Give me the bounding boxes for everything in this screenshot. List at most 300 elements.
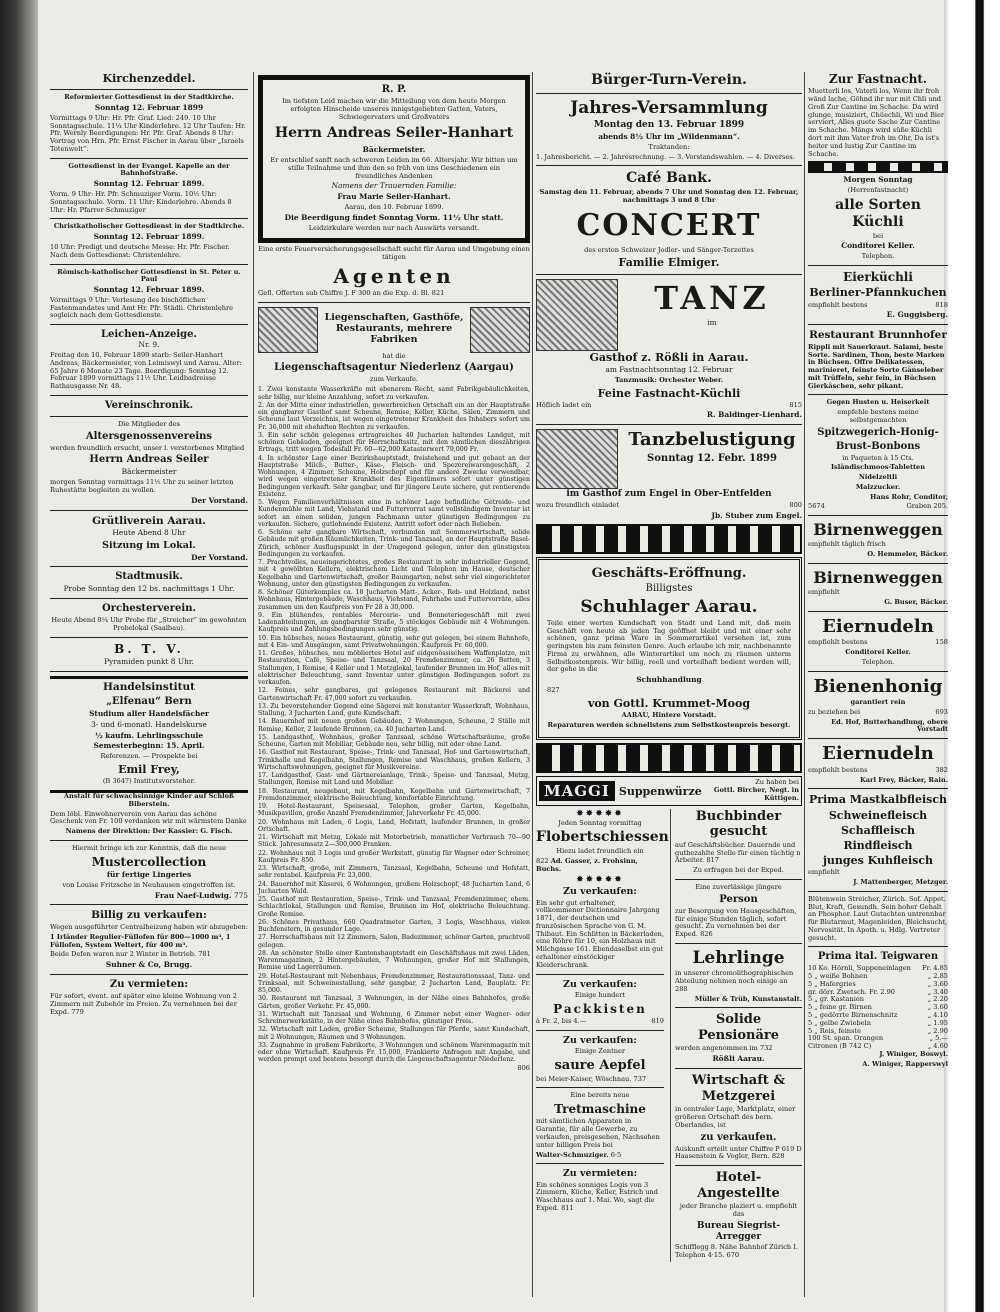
- kirchenzeddel-title: Kirchenzeddel.: [102, 72, 196, 85]
- teig-item-name: 5 „ Reis, feinste: [808, 1026, 861, 1035]
- teig-item-price: „ 2.85: [927, 972, 948, 981]
- death-notice-text-2: Er entschlief sanft nach schweren Leiden im 66. Altersjahr. Wir bitten um stille Teilnahme und ihm den so früh von uns Geschiedenen ein freundliches Andenken: [270, 155, 518, 180]
- death-notice-date: Aarau, den 10. Februar 1899.: [344, 203, 444, 212]
- decorative-border: [536, 524, 802, 554]
- morgen-sub: (Herrenfastnacht): [847, 186, 909, 195]
- birnen1-text: empfiehlt täglich frisch: [808, 540, 886, 549]
- scan-page-edge: [944, 0, 1000, 1312]
- romkath-heading: Römisch-katholischer Gottesdienst in St. Peter u. Paul: [57, 267, 241, 284]
- nidel-title: Nidelzeltli: [858, 473, 898, 482]
- kuechli-telephone: Telephon.: [861, 252, 895, 261]
- berliner-signature: E. Guggisberg.: [886, 310, 948, 320]
- verk1-title: Zu verkaufen:: [563, 886, 637, 898]
- death-notice-note: Leidzirkulare werden nur nach Auswärts versandt.: [308, 223, 480, 232]
- muster-sub: für fertige Lingeries: [106, 869, 192, 879]
- teig-title: Prima ital. Teigwaren: [817, 951, 939, 963]
- eiern1-number: 158: [935, 638, 948, 647]
- buch-number: 817: [706, 856, 719, 865]
- liegen-item: 8. Schöner Güterkomplex ca. 18 Jucharten Matt-, Acker-, Reb- und Holzland, nebst Wohnhaus, Hintergebäude, Waschhaus, Viehstand, Fahrhabe und Futtervorräte, alles zusammen um den Kaufpreis von Fr 28 à 30,000.: [258, 589, 530, 611]
- jahres-title: Jahres-Versammlung: [570, 97, 768, 118]
- teig-item-name: 5 „ gelbe Zwiebeln: [808, 1018, 871, 1027]
- ornament-row: ✸✸✸✸✸: [576, 808, 624, 819]
- liegen-item: 14. Bauernhof mit neuen großen Gebäuden, 2 Wohnungen, Scheune, 2 Ställe mit Remise, Keller, 2 laufende Brunnen, ca. 40 Jucharten Land.: [258, 718, 530, 733]
- liegen-item: 13. Zu bevorstehender Gegend eine Sägerei mit konstanter Wasserkraft, Wohnhaus, Stallung, 3 Jucharten Land, gute Kundschaft.: [258, 702, 530, 717]
- morgen-title: Morgen Sonntag: [843, 175, 913, 185]
- hotel-text: jeder Branche plaziert u. empfiehlt das: [679, 1202, 798, 1219]
- hotel-address: Schifflegg 8. Nähe Bahnhof Zürich I. Telephon 4·15.: [675, 1243, 798, 1260]
- billig-item: 1 Irländer Regulier-Füllofen für 800—1000 m³, 1 Füllofen, System Weltert, für 400 m³.: [50, 932, 231, 949]
- btv-heading: Bürger-Turn-Verein.: [591, 72, 747, 88]
- muster-signature: Frau Naef-Ludwig.: [154, 890, 232, 900]
- decorative-border: [808, 161, 948, 173]
- schwein-title: Schweinefleisch: [828, 808, 928, 822]
- jahres-items: 1. Jahresbericht. — 2. Jahresrechnung. — 3. Vorstandswahlen. — 4. Diverses.: [536, 152, 795, 161]
- berliner-text: empfiehlt bestens: [808, 300, 868, 309]
- column-rule: [804, 72, 805, 1297]
- lehr-signature: Müller & Trüb, Kunstanstalt.: [694, 994, 802, 1003]
- geschaefts-title: Geschäfts-Eröffnung.: [591, 565, 747, 581]
- tret-signature: Walter-Schmuziger.: [536, 1150, 609, 1159]
- muster-title: Mustercollection: [91, 854, 207, 869]
- column-3: [536, 72, 802, 1297]
- romkath-text: Vormittags 9 Uhr: Verlesung des bischöflichen Fastenmandates und Amt Hr. Pfr. Städli. Christenlehre sogleich nach dem Gottesdienste.: [50, 295, 234, 320]
- tret-title: Tretmaschine: [554, 1102, 646, 1117]
- agenten-intro: Eine erste Feuerversicherungsgesellschaft sucht für Aarau und Umgebung einen tätigen: [258, 245, 530, 262]
- building-illustration: [470, 307, 530, 353]
- handels-text-3: ½ kaufm. Lehrlingsschule: [94, 730, 204, 740]
- fleisch-text: empfiehlt: [808, 868, 840, 877]
- ref-heading: Reformierter Gottesdienst in der Stadtkirche.: [64, 93, 234, 102]
- christkath-date: Sonntag 12. Februar 1899.: [93, 232, 205, 242]
- death-notice-text: Im tiefsten Leid machen wir die Mitteilung von dem heute Morgen erfolgten Hinscheide unseres innigstgeliebten Gatten, Vaters, Schwiegervaters und Großvaters: [282, 97, 506, 121]
- verm2-number: 811: [561, 1204, 574, 1212]
- verk2-price: à Fr. 2, bis 4.—: [536, 1017, 587, 1026]
- liegen-item: 6. Schöne sehr gangbare Wirtschaft, verbunden mit Sommerwirtschaft, solide Gebäude mit großen Räumlichkeiten, Trink- und Tanzsaal, an der Hauptstraße Basel-Zürich, schöner Ausflugspunkt in der Umgegend gelegen, unter den günstigsten Bedingungen zu verkaufen.: [258, 529, 530, 558]
- teig-item-name: 5 „ Hafergries: [808, 979, 856, 988]
- verk1-text: Ein sehr gut erhaltener, vollkommener Dictionnaire Jahrgang 1871, der deutschen und französischen Sprache von G. M. Thibaut. Ein Schlitten in Bäckerladen, eine Röhre für 10, ein Holzhaus mit Milchgasse 161. Ebendaselbst ein gut erhaltener einstöckiger Kleiderschrank.: [536, 898, 664, 969]
- tanz-invite: Höflich ladet ein: [536, 400, 592, 409]
- christkath-text: 10 Uhr: Predigt und deutsche Messe: Hr. Pfr. Fischer. Nach dem Gottesdienst: Christenlehre.: [50, 243, 230, 259]
- evang-heading: Gottesdienst in der Evangel. Kapelle an der Bahnhofstraße.: [68, 161, 230, 178]
- evang-date: Sonntag 12. Februar 1899.: [93, 179, 205, 189]
- billig-text-2: Beide Defen waren nur 2 Winter in Betrieb.: [50, 950, 197, 959]
- agenten-number: 821: [431, 288, 445, 297]
- alters-person-occupation: Bäckermeister: [121, 467, 177, 477]
- tanz-place: Gasthof z. Rößli in Aarau.: [589, 350, 749, 364]
- liegen-item: 23. Wirtschaft, große, mit Zimmern, Tanzsaal, Kegelbahn, Scheune und Hofstatt, sehr rentabel. Kaufpreis Fr. 23,000.: [258, 865, 530, 880]
- spitz-title: Spitzwegerich-Honig-: [817, 426, 939, 438]
- birnen2-signature: G. Buser, Bäcker.: [884, 597, 948, 606]
- tb-signature: Jb. Stuber zum Engel.: [711, 510, 802, 520]
- husten-title: Gegen Husten u. Heiserkeit: [826, 398, 930, 407]
- alters-signature: Der Vorstand.: [191, 495, 248, 505]
- vermieten-title: Zu vermieten:: [109, 979, 189, 990]
- jahres-traktanden: Traktanden:: [648, 142, 690, 151]
- buch-title: Buchbinder gesucht: [695, 808, 782, 840]
- teig-item-name: 5 „ weiße Bohnen: [808, 972, 868, 981]
- birnen2-title: Birnenweggen: [813, 567, 943, 587]
- verk2-title: Zu verkaufen:: [563, 978, 637, 990]
- billig-number: 781: [198, 950, 211, 959]
- schuh-number: 827: [547, 685, 560, 694]
- eiern2-number: 382: [935, 765, 948, 774]
- handels-references: Referenzen. — Prospekte bei: [100, 752, 198, 761]
- concert-text: des ersten Schweizer Jodler- und Sänger-Terzettes: [584, 245, 754, 254]
- tb-number: 800: [789, 501, 802, 510]
- teig-item-price: „ 5.—: [929, 1034, 948, 1043]
- teig-item-name: gr. dörr. Zwetsch. Fr. 2.90: [808, 987, 895, 996]
- anstalt-heading: Anstalt für schwachsinnige Kinder auf Schloß Biberstein.: [63, 791, 235, 808]
- maggi-text: Suppenwürze: [618, 784, 702, 798]
- wirt-text-2: Auskunft erteilt unter Chiffre P 619 D Haasenstein & Vogler, Bern.: [675, 1144, 802, 1161]
- gruetli-text: Heute Abend 8 Uhr: [112, 528, 186, 538]
- liegen-item: 1. Zwei konstante Wasserkräfte mit ebenerem Recht, samt Fabrikgebäulichkeiten, sehr billig, nur kleine Anzahlung, sofort zu verkaufen.: [258, 386, 530, 401]
- liegen-item: 27. Herrschaftshaus mit 12 Zimmern, Salon, Badezimmer, schöner Garten, prachtvoll gelegen.: [258, 934, 530, 949]
- verk3-seller: bei Meier-Kaiser, Wöschnau.: [536, 1074, 632, 1083]
- liegen-item: 9. Ein blühendes, rentables Mercerie- und Bonneteriegeschäft mit zwei Ladenabteilungen, an gangbarster Straße, 5 stöckiges Gebäude mit 4 Wohnungen. Kaufpreis und Zahlungsbedingungen sehr günstig.: [258, 611, 530, 634]
- death-notice-rp: R. P.: [381, 84, 407, 95]
- gruetli-title: Grütliverein Aarau.: [92, 514, 206, 527]
- death-notice-burial: Die Beerdigung findet Sonntag Vorm. 11½ Uhr statt.: [284, 212, 504, 222]
- kuechli-title: alle Sorten Küchli: [835, 196, 921, 230]
- teig-item-price: „ 2.20: [927, 995, 948, 1004]
- buch-text: auf Geschäftsbücher. Dauernde und gutbezahlte Stelle für einen tüchtig n Arbeiter.: [675, 840, 801, 865]
- liegen-item: 21. Wirtschaft mit Metzg, Lokale mit Motorbetrieb, monatlicher Verbrauch 70—90 Stück. Jahresumsatz 2—300,000 Franken.: [258, 834, 530, 849]
- handels-code: (B 3647) Institutsvorsteher.: [102, 777, 196, 786]
- dancers-illustration: [536, 279, 618, 351]
- agenten-text: Gefl. Offerten sub Chiffre J. F 300 an die Exp. d. Bl.: [258, 288, 430, 297]
- alters-text: werden freundlich ersucht, unser l. verstorbenes Mitglied: [50, 443, 245, 452]
- leichen-text: Freitag den 10. Februar 1899 starb: Seiler-Hanhart Andreas, Bäckermeister, von Leimiswyl und Aarau. Alter: 65 Jahre 6 Monate 23 Tage. Beerdigung: Sonntag 12. Februar 1899 vormittags 11½ Uhr. Leidbadreisse Rathausgasse Nr. 48.: [50, 351, 242, 391]
- liegen-item: 15. Landgasthof, Wohnhaus, großer Tanzsaal, schöne Wirtschaftsräume, große Scheune, Garten mit Mobiliar, Gebäude neu, sehr billig, mit oder ohne Land.: [258, 733, 530, 748]
- fleisch-signature: J. Mattenberger, Metzger.: [853, 878, 948, 887]
- death-notice-mourners: Namens der Trauernden Familie:: [331, 181, 457, 191]
- liegen-number: 806: [517, 1063, 530, 1072]
- birnen1-signature: O. Hemmeler, Bäcker.: [867, 550, 948, 559]
- teig-item-price: „ 4.10: [927, 1010, 948, 1019]
- spitz-title-2: Brust-Bonbons: [835, 440, 921, 452]
- column-rule: [532, 72, 533, 1297]
- liegen-item: 24. Bauernhof mit Käserei, 6 Wohnungen, großem Holzschopf, 48 Jucharten Land, 6 Jucharten Wald.: [258, 880, 530, 895]
- handels-text-2: 3- und 6-monatl. Handelskurse: [91, 719, 207, 729]
- agenten-title: Agenten: [333, 263, 455, 288]
- tret-number: 6·5: [610, 1150, 622, 1159]
- liegen-item: 5. Wegen Familienverhältnissen eine in schöner Lage befindliche Getreide- und Kundenmühle mit Land, Viehstand und Futtervorrat samt vollständigem Inventar ist sofort an einen soliden, jungen Fachmann unter günstigen Bedingungen zu verkaufen. Sichere, gutlohnende Existenz. Antritt sofort oder nach Belieben.: [258, 499, 530, 528]
- maggi-sub: Zu haben bei: [755, 778, 799, 787]
- leichen-number: Nr. 9.: [138, 340, 160, 350]
- fast-text: Muetterli los, Vaterli los, Wenn ihr froh wänd lache, Göhnd ihr nur mit Chli und Groß Zur Cantine im Schache. Da wird glunge, musiziert, Chüechli, Wi und Bier serviert, Alles guete Sache Zur Cantine im Schache. Mängs wird süße Küchli dort mit ihm Vater froh im Ohr, Da ist's heiter und lustig Zur Cantine im Schache.: [808, 87, 945, 158]
- bienen-text: zu beziehen bei: [808, 707, 861, 716]
- teig-item-name: 5 „ feine gr. Birnen: [808, 1003, 872, 1012]
- billig-title: Billig zu verkaufen:: [91, 909, 207, 922]
- tanz-date: am Fastnachtsonntag 12. Februar: [605, 364, 733, 374]
- death-notice-name: Herrn Andreas Seiler-Hanhart: [274, 125, 514, 142]
- christkath-heading: Christkatholischer Gottesdienst in der Stadtkirche.: [53, 222, 245, 231]
- malz-title: Malzzucker.: [855, 482, 901, 491]
- alters-intro: Die Mitglieder des: [117, 419, 181, 428]
- tret-text: mit sämtlichen Apparaten in Garantie, für alle Gewerbe, zu verkaufen, preisgesehen, Nachsehen unter billigen Preis bei: [536, 1117, 660, 1149]
- building-illustration: [258, 307, 318, 353]
- hotel-number: 670: [726, 1251, 740, 1260]
- geschaefts-sub: Billigstes: [645, 583, 693, 595]
- wirt-number: 828: [771, 1152, 785, 1161]
- kuechli-place: Conditorei Keller.: [841, 241, 915, 251]
- orchester-title: Orchesterverein.: [102, 603, 196, 615]
- eiern2-signature: Karl Frey, Bäcker, Rain.: [859, 775, 948, 784]
- teig-price-list: [808, 965, 948, 1050]
- schaf-title: Schaffleisch: [840, 823, 916, 837]
- bienen-number: 693: [935, 707, 948, 716]
- eiern2-text: empfiehlt bestens: [808, 765, 868, 774]
- liegen-item: 33. Zugnahme in großem Fabrikorte, 3 Wohnungen und schönem Warenmagazin mit oder ohne Wirtschaft. Kaufpreis Fr. 15,000, Frankierte Anfragen mit Angabe, und werden prompt und bestens besorgt durch die Liegenschaftsagentur Niederlenz.: [258, 1041, 530, 1064]
- vereins-title: Vereinschronik.: [104, 399, 194, 411]
- brunn-items: Rippli mit Sauerkraut. Salami, beste Sorte. Sardinen, Thon, beste Marken in Büchsen. Offre Delikatessen, marinieret, feinste Sorte Gänseleber mit Trüffeln, sehr fein, in Büchsen Gierkäschen, sehr pikant.: [808, 342, 945, 390]
- bluet-text: Blütenwein Streicher, Zürich. Sof. Appet. Blut, Kraft, Gesundh. Sein hoher Gehalt an Phosphor. Laut Gutachten untrennbar für Blutarmut, Magenleiden, Bleichsucht, Nervosität. In Apoth. u. Hdlg. Vertreter gesucht.: [808, 894, 948, 942]
- anstalt-signature: Namens der Direktion: Der Kassier: G. Fisch.: [65, 827, 233, 836]
- rohr-address: Graben 205.: [906, 502, 948, 511]
- eiern2-title: Eiernudeln: [822, 743, 934, 765]
- dancers-illustration: [536, 429, 618, 489]
- cafe-dates: Samstag den 11. Februar, abends 7 Uhr und Sonntag den 12. Februar, nachmittags 3 und 8 Uhr: [539, 188, 799, 204]
- column-rule: [253, 72, 254, 1297]
- liegen-item: 29. Hotel-Restaurant mit Nebenhaus, Fremdenzimmer, Restaurationssaal, Tanz- und Trinksaal, mit Schweinestallung, sehr gangbar, 2 Jucharten Land, Bauplatz. Fr. 85,000.: [258, 972, 530, 994]
- lehr-number: 288: [675, 984, 688, 993]
- tanz-music: Tanzmusik: Orchester Weber.: [614, 375, 724, 384]
- tanz-number: 815: [789, 400, 802, 409]
- death-notice: [258, 75, 530, 243]
- ref-text: Vormittags 9 Uhr: Hr. Pfr. Graf. Lied: 249. 10 Uhr Sonntagsschule. 11¼ Uhr Kinderlehre. 12 Uhr Taufen: Hr. Pfr. Wernly Beerdigungen: Hr. Pfr. Graf. Abends 8 Uhr: Vortrag von Hrn. Pfr. Ernst Fischer in Aarau über „Israels Totenwelt“.: [50, 113, 246, 153]
- verm2-title: Zu vermieten:: [562, 1168, 638, 1180]
- gruetli-signature: Der Vorstand.: [191, 552, 248, 562]
- liegen-sub: hat die: [382, 351, 406, 360]
- romkath-date: Sonntag 12. Februar 1899.: [93, 285, 205, 295]
- verk2-number: 819: [651, 1017, 664, 1026]
- lehr-title: Lehrlinge: [692, 947, 785, 968]
- maggi-logo: MAGGI: [539, 781, 615, 801]
- teig-item-price: „ 3.60: [927, 1003, 948, 1012]
- liegen-item: 20. Wohnhaus mit Laden, 6 Logis, Land, Hofstatt, laufender Brunnen, in großer Ortschaft.: [258, 818, 530, 833]
- evang-text: Vorm. 9 Uhr: Hr. Pfr. Schmuziger Vorm. 10½ Uhr: Sonntagsschule. Vorm. 11 Uhr: Kinderlehre. Abends 8 Uhr: Hr. Pfarrer Schmuziger: [50, 190, 232, 214]
- teig-signature-2: A. Winiger, Rapperswyl: [862, 1059, 948, 1068]
- wirt-title: Wirtschaft & Metzgerei: [691, 1073, 786, 1104]
- handels-text-4: Semesterbeginn: 15. April.: [93, 741, 205, 751]
- verk3-item: saure Aepfel: [554, 1057, 646, 1073]
- liegen-item: 4. In schönster Lage einer Bezirkshauptstadt, freistehend und gut gebaut an der Hauptstraße Milch-, Butter-, Käse-, Fleisch- und Spezereiwarengeschäft, 2 Wohnungen, 4 Zimmer, Scheune, Holzschopf und für andere Zwecke verwendbar, wird wegen eingetretener Krankheit des Eigentümers sofort unter günstigen Bedingungen verkauft. Sehr gangbar, und für jüngere Leute sichere, gut rentierende Existenz.: [258, 454, 530, 498]
- tanz-kuechli: Feine Fastnacht-Küchli: [597, 386, 741, 400]
- liegen-item: 12. Feines, sehr gangbares, gut gelegenes Restaurant mit Bäckerei und Gartenwirtschaft Fr. 47,000 sofort zu verkaufen.: [258, 687, 530, 702]
- handels-text: Studium aller Handelsfächer: [89, 708, 209, 718]
- spitz-text: in Paqueten à 15 Cts.: [842, 453, 914, 462]
- hotel-name: Bureau Siegrist-Arregger: [696, 1220, 781, 1242]
- teig-item-price: Fr. 4.85: [922, 964, 948, 973]
- schuh-repair: Reparaturen werden schnellstens zum Selbstkostenpreis besorgt.: [547, 720, 791, 729]
- buch-sub: Zu erfragen bei der Exped.: [693, 866, 784, 875]
- tb-date: Sonntag 12. Febr. 1899: [647, 452, 777, 464]
- teig-item-price: „ 3.40: [927, 987, 948, 996]
- tb-title: Tanzbelustigung: [628, 429, 796, 451]
- pension-number: 732: [759, 1044, 773, 1053]
- stadtmusik-title: Stadtmusik.: [115, 571, 183, 583]
- column-1: [50, 72, 248, 1297]
- berliner-title: Berliner-Pfannkuchen: [809, 286, 947, 300]
- eiern1-telephone: Telephon.: [861, 657, 895, 666]
- liegen-title: Liegenschaften, Gasthöfe, Restaurants, mehrere Fabriken: [324, 311, 464, 346]
- fast-title: Zur Fastnacht.: [828, 72, 928, 86]
- flober-number: 822: [536, 856, 549, 865]
- btv-title: B. T. V.: [114, 641, 184, 656]
- bienen-title: Bienenhonig: [813, 675, 943, 697]
- verm2-text: Ein schönes sonniges Logis von 3 Zimmern, Küche, Keller, Estrich und Waschhaus auf 1. Mai. Wo, sagt die Exped.: [536, 1180, 658, 1212]
- flober-signature: Ad. Gasser, z. Frohsinn, Buchs.: [536, 856, 638, 873]
- tanz-im: im: [707, 318, 717, 328]
- liegen-item: 3. Ein sehr schön gelegenes ertragreiches 40 Jucharten haltendes Landgut, mit schönen Gebäuden, geeignet für Herrschaftssitz, mit den sämtlichen dieszährigen Ertrags, tritt wegen Todesfall Fr. 60—62,000 Katasterwert 79,000 Fr.: [258, 431, 530, 454]
- liegen-item: 26. Schönes Privathaus, 660 Quadratmeter Garten, 3 Logis, Waschhaus, vielen Buchfenstern, in gesunder Lage.: [258, 918, 530, 933]
- concert-title: CONCERT: [576, 207, 762, 243]
- pension-text: werden angenommen im: [675, 1044, 758, 1053]
- mast-title: Prima Mastkalbfleisch: [808, 793, 948, 807]
- hotel-title: Hotel-Angestellte: [697, 1170, 780, 1201]
- death-notice-widow: Frau Marie Seiler-Hanhart.: [337, 192, 451, 202]
- husten-text: empfehle bestens meine selbstgemachten: [837, 408, 919, 424]
- eiern1-title: Eiernudeln: [822, 615, 934, 637]
- btv-text: Pyramiden punkt 8 Uhr.: [104, 657, 194, 667]
- teig-item-price: „ 1.95: [927, 1018, 948, 1027]
- concert-name: Familie Elmiger.: [618, 256, 720, 270]
- teig-item-price: „ 4.60: [927, 1042, 948, 1051]
- person-text: zur Besorgung von Hausgeschäften, für einige Stunden täglich, sofort gesucht. Zu vernehmen bei der Exped.: [675, 906, 797, 939]
- flober-intro: Jeden Sonntag vormittag: [558, 818, 642, 827]
- pension-title: Solide Pensionäre: [697, 1012, 780, 1043]
- liegen-item: 18. Restaurant, neugebaut, mit Kegelbahn, Kegelbahn und Gartenwirtschaft, 7 Fremdenzimmer, elektrische Beleuchtung, komfortable Einrichtung.: [258, 787, 530, 802]
- maggi-seller: Gottl. Bircher, Negt. in Küttigen.: [713, 786, 799, 802]
- liegen-item: 32. Wirtschaft mit Laden, großer Scheune, Stallungen für Pferde, samt Kundschaft, mit 2 Wohnungen, Räumen und 3 Wohnungen.: [258, 1026, 530, 1041]
- liegen-listing: [258, 386, 530, 1063]
- kuechli-text: bei: [872, 231, 884, 240]
- verk3-number: 737: [633, 1074, 647, 1083]
- orchester-text: Heute Abend 8¼ Uhr Probe für „Streicher“ im gewohnten Probelokal (Saalbau).: [51, 616, 247, 633]
- ref-date: Sonntag 12. Februar 1899: [94, 102, 204, 112]
- teig-item-price: „ 2.90: [927, 1026, 948, 1035]
- newspaper-page: [38, 0, 948, 1312]
- decorative-border: [536, 743, 802, 773]
- rohr-number: 5674: [808, 502, 825, 511]
- liegen-item: 17. Landgasthof, Gast- und Gärtnereianlage, Trink-, Speise- und Tanzsaal, Metzg, Stallungen, Remise mit Land und Mobiliar.: [258, 772, 530, 787]
- schuhlager-title: Schuhlager Aarau.: [580, 597, 758, 618]
- alters-text-2: morgen Sonntag vormittags 11½ Uhr zu seiner letzten Ruhestätte begleiten zu wollen.: [50, 478, 234, 495]
- billig-text: Wegen ausgeführter Centralheizung haben wir abzugeben:: [50, 923, 248, 932]
- death-notice-occupation: Bäckermeister.: [362, 145, 426, 155]
- column-2: [258, 72, 530, 1297]
- cafe-title: Café Bank.: [626, 170, 712, 187]
- schuhlager-ad: [536, 557, 802, 741]
- lehr-text: in unserer chromolithographischen Abteilung nehmen noch einige an: [675, 969, 794, 985]
- bienen-sub: garantiert rein: [850, 698, 906, 707]
- schuh-text: Teile einer werten Kundschaft von Stadt und Land mit, daß mein Geschäft von heute ab jeden Tag geöffnet bleibt und mit einer sehr schönen, ganz prima Ware in Sommerartikel versehen ist, zum geringsten bis zum feinsten Genre. Auch erlaube ich mir, nachbenannte Firma zu erwähnen, alle Winterartikel um noch zu räumen unterm Selbstkostenpreis. Wir billig, reell und vorteilhaft bedient werden will, der gehe in die: [547, 618, 791, 674]
- wirt-sub: zu verkaufen.: [700, 1131, 777, 1143]
- verk3-title: Zu verkaufen:: [563, 1034, 637, 1046]
- teig-item-name: 100 St. span. Orangen: [808, 1034, 884, 1043]
- schuh-handlung: Schuhhandlung: [636, 675, 702, 685]
- tret-intro: Eine bereits neue: [570, 1091, 630, 1100]
- schuh-name: von Gottl. Krummet-Moog: [587, 696, 751, 710]
- person-title: Person: [719, 893, 758, 905]
- jahres-date: Montag den 13. Februar 1899: [593, 120, 745, 131]
- verk2-text: Einige hundert: [574, 990, 626, 999]
- vermieten-number: 779: [71, 1007, 84, 1016]
- teig-item-name: 5 „ gr. Kastanien: [808, 995, 864, 1004]
- eiern1-text: empfiehlt bestens: [808, 638, 868, 647]
- jahres-place: abends 8½ Uhr im „Wildenmann“.: [598, 131, 740, 141]
- liegen-item: 10. Ein hübsches, neues Restaurant, günstig, sehr gut gelegen, bei einem Bahnhofe, mit 4 Ein- und Ausgängen, samt Privatwohnungen. Kaufpreis Fr. 60,000.: [258, 634, 530, 649]
- flober-text: Hiezu ladet freundlich ein: [556, 847, 644, 856]
- liegen-item: 22. Wohnhaus mit 3 Logis und großer Werkstatt, günstig für Wagner oder Schreiner, Kaufpreis Fr. 850.: [258, 849, 530, 864]
- alters-name: Altersgenossenvereins: [85, 430, 213, 442]
- bienen-signature: Ed. Hof, Butterhandlung, obere Vorstadt: [831, 717, 948, 734]
- liegen-sub-2: zum Verkaufe.: [370, 375, 418, 384]
- rohr-signature: Hans Rohr, Conditor,: [870, 492, 948, 501]
- scan-binding-edge: [0, 0, 38, 1312]
- teig-item-name: 10 Ko. Hörnli, Suppeneinlagen: [808, 964, 911, 973]
- handels-person: Emil Frey,: [118, 763, 180, 777]
- alters-person: Herrn Andreas Seiler: [89, 454, 209, 466]
- tanz-title: TANZ: [654, 278, 770, 317]
- liegen-item: 30. Restaurant mit Tanzsaal, 3 Wohnungen, in der Nähe eines Bahnhofes, große Gärten, großer Verkehr. Fr. 45,000.: [258, 995, 530, 1010]
- muster-intro: Hiermit bringe ich zur Kenntnis, daß die neue: [71, 843, 227, 852]
- teig-item-name: 5 „ gedörrte Birnenschnitz: [808, 1010, 898, 1019]
- column-4: [808, 72, 948, 1297]
- teig-item-name: Citronen (B 742 C): [808, 1042, 872, 1051]
- vermieten-text: Für sofort, event. auf später eine kleine Wohnung von 2 Zimmern mit Zubehör im Freien. Zu vernehmen bei der Expd.: [50, 992, 237, 1016]
- muster-number: 775: [233, 890, 248, 900]
- tb-invite: wozu freundlich einladet: [536, 501, 619, 510]
- liegen-item: 2. An der Mitte einer industriellen, gewerbreichen Ortschaft ein an der Hauptstraße ein gangbarer Gasthof samt Scheune, Remise, Keller, Küche, Sälen, Zimmern und Scheune laut Verzeichnis, ist wegen eingetretener Krankheit des Inhabers sofort um Fr. 36,000 mit ehehaften Rechten zu verkaufen.: [258, 401, 530, 431]
- flober-title: Flobertschiessen: [536, 829, 669, 846]
- berliner-number: 818: [935, 300, 948, 309]
- verk2-item: Packkisten: [553, 1001, 647, 1016]
- liegen-item: 7. Prachtvolles, neueingerichtetes, großes Restaurant in sehr industrieller Gegend, mit 4 gewölbten Kellern, elektrischem Licht und Telephon im Hause, deutscher Kegelbahn und Gartenwirtschaft, großer Baumgarten, nebst sehr viel eingerichteter Wohnung, unter den günstigsten Bedingungen zu verkaufen.: [258, 559, 530, 588]
- rind-title: Rindfleisch: [843, 838, 913, 852]
- brunn-title: Restaurant Brunnhofer: [809, 329, 947, 342]
- liegen-item: 31. Wirtschaft mit Tanzsaal und Wohnung, 6 Zimmer nebst einer Wagner- oder Schreinerwerkstätte, in der Nähe eines Bahnhofes, günstiger Preis.: [258, 1010, 530, 1025]
- liegen-item: 16. Gasthof mit Restaurant, Speise-, Trink- und Tanzsaal, Hof- und Gartenwirtschaft, Trinkhalle und Kegelbahn, Stallungen, Remise und Waschhaus, großen Kellern, 3 Wirtschaftswohnungen, geeignet für Musikvereine.: [258, 749, 530, 771]
- liegen-item: 25. Gasthof mit Restauration, Speise-, Trink- und Tanzsaal, Fremdenzimmer, ehem. Schlachtlokal, Stallungen und Remise, Brunnen im Hof, elektrische Beleuchtung. Große Remise.: [258, 896, 530, 918]
- pension-place: Rößli Aarau.: [712, 1054, 765, 1064]
- verk3-text: Einige Zentner: [574, 1047, 626, 1056]
- liegen-agency: Liegenschaftsagentur Niederlenz (Aargau): [274, 362, 514, 374]
- billig-signature: Suhner & Co, Brugg.: [105, 960, 193, 970]
- muster-text: von Louise Fritzsche in Neuhausen eingetroffen ist.: [62, 880, 236, 889]
- person-number: 826: [700, 930, 713, 939]
- liegen-item: 19. Hotel-Restaurant, Speisesaal, Telephon, großer Garten, Kegelbahn, Musikpavillon, große Anzahl Fremdenzimmer, Jahrverkehr Fr. 45,000.: [258, 803, 530, 818]
- handels-name: „Elfenau“ Bern: [106, 695, 192, 707]
- schuh-location: AARAU, Hintere Vorstadt.: [621, 710, 717, 719]
- kuh-title: junges Kuhfleisch: [822, 854, 934, 868]
- teig-signature: J. Winiger, Boswyl.: [879, 1049, 948, 1058]
- tb-place: im Gasthof zum Engel in Ober-Entfelden: [566, 489, 772, 500]
- island-title: Isländischmoos-Tabletten: [830, 463, 926, 472]
- gruetli-sub: Sitzung im Lokal.: [102, 540, 196, 552]
- teig-item-price: „ 3.60: [927, 979, 948, 988]
- liegen-item: 28. An schönster Stelle einer Kantonshauptstadt ein Geschäftshaus mit zwei Läden, Warenmagazinen, 2 Hintergebäuden, 7 Wohnungen, großer Hof mit Stallungen, Remise und Lagerräumen.: [258, 949, 530, 972]
- wirt-text: in centraler Lage, Marktplatz, einer größeren Ortschaft des bern. Oberlandes, ist: [675, 1105, 796, 1129]
- birnen2-text: empfiehlt: [808, 588, 840, 597]
- handels-title: Handelsinstitut: [103, 681, 195, 694]
- eier-title: Eierküchli: [843, 269, 913, 284]
- ornament-row: ✸✸✸✸✸: [576, 875, 624, 886]
- liegen-item: 11. Großes, hübsches, neu möbliertes Hotel auf eidgenössischem Waffenplatze, mit Restauration, Café, Speise- und Tanzsaal, 20 Fremdenzimmer, ca. 26 Betten, 3 Stallungen, 1 Remise, 4 Keller und 1 Metzglokal, laufender Brunnen im Hof, alles mit elektrischer Beleuchtung, samt Inventar unter günstigen Bedingungen sofort zu verkaufen.: [258, 650, 530, 686]
- leichen-title: Leichen-Anzeige.: [100, 329, 198, 341]
- anstalt-text: Dem löbl. Einwohnerverein von Aarau das schöne Geschenk von Fr. 100 verdanken wir mit wärmstem Danke: [50, 809, 247, 826]
